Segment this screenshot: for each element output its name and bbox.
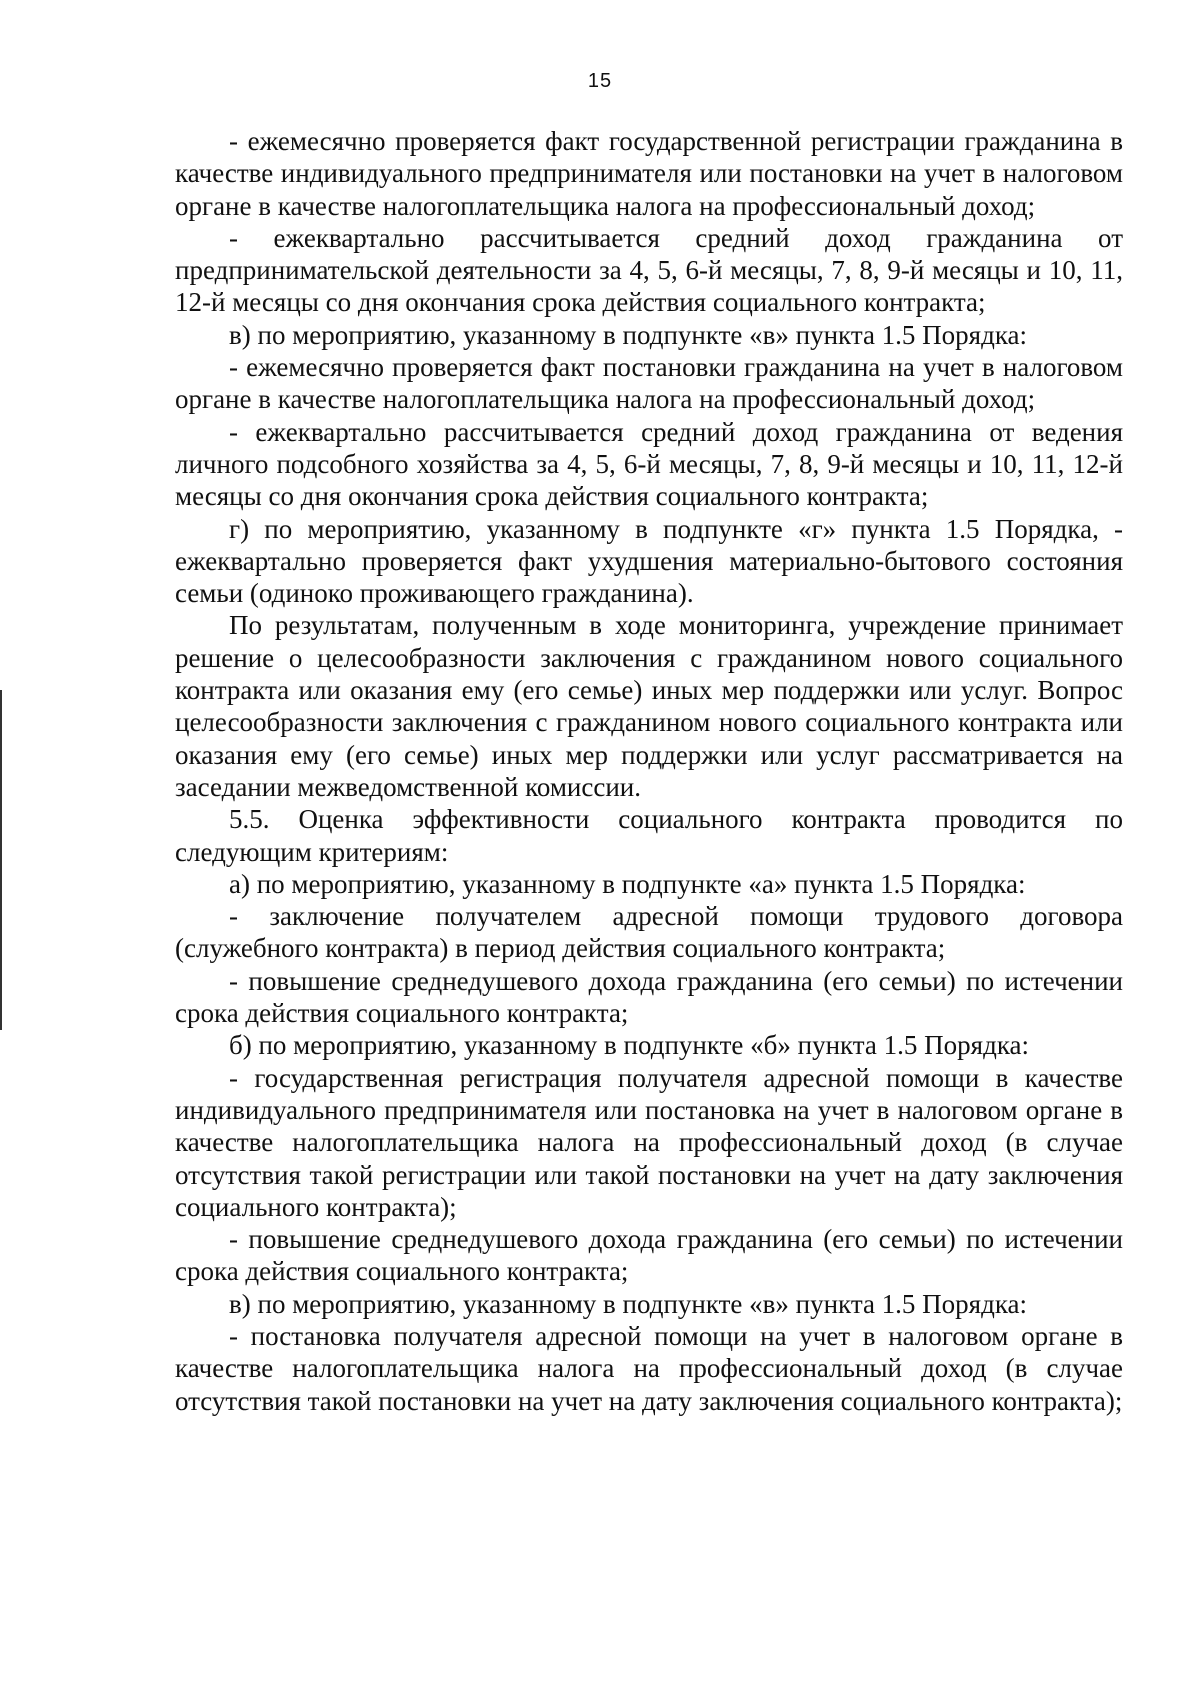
paragraph: в) по мероприятию, указанному в подпункте «в» пункта 1.5 Порядка:: [229, 1288, 1028, 1319]
paragraph: - повышение среднедушевого дохода гражданина (его семьи) по истечении срока действия социального контракта;: [175, 1224, 1123, 1287]
page-number: 15: [587, 70, 613, 92]
scan-edge-line: [0, 690, 2, 1030]
paragraph: а) по мероприятию, указанному в подпункте «а» пункта 1.5 Порядка:: [229, 868, 1026, 899]
document-body: [175, 125, 1123, 1417]
paragraph: б) по мероприятию, указанному в подпункте «б» пункта 1.5 Порядка:: [229, 1030, 1030, 1061]
paragraph: - постановка получателя адресной помощи на учет в налоговом органе в качестве налогоплательщика налога на профессиональный доход (в случае отсутствия такой постановки на учет на дату заключения социального контракта);: [175, 1320, 1123, 1416]
paragraph: - ежеквартально рассчитывается средний доход гражданина от ведения личного подсобного хозяйства за 4, 5, 6-й месяцы, 7, 8, 9-й месяцы и 10, 11, 12-й месяцы со дня окончания срока действия социального контракта;: [175, 416, 1123, 512]
paragraph: - государственная регистрация получателя адресной помощи в качестве индивидуального предпринимателя или постановка на учет в налоговом органе в качестве налогоплательщика налога на профессиональный доход (в случае отсутствия такой регистрации или такой постановки на учет на дату заключения социального контракта);: [175, 1062, 1123, 1222]
paragraph: - ежемесячно проверяется факт государственной регистрации гражданина в качестве индивидуального предпринимателя или постановки на учет в налоговом органе в качестве налогоплательщика налога на профессиональный доход;: [175, 126, 1123, 221]
paragraph: - заключение получателем адресной помощи трудового договора (служебного контракта) в период действия социального контракта;: [175, 901, 1123, 964]
paragraph: г) по мероприятию, указанному в подпункте «г» пункта 1.5 Порядка, - ежеквартально проверяется факт ухудшения материально-бытового состояния семьи (одиноко проживающего гражданина).: [175, 513, 1123, 609]
paragraph: в) по мероприятию, указанному в подпункте «в» пункта 1.5 Порядка:: [229, 319, 1028, 350]
paragraph: - ежемесячно проверяется факт постановки гражданина на учет в налоговом органе в качестве налогоплательщика налога на профессиональный доход;: [175, 352, 1123, 415]
paragraph: - ежеквартально рассчитывается средний доход гражданина от предпринимательской деятельности за 4, 5, 6-й месяцы, 7, 8, 9-й месяцы и 10, 11, 12-й месяцы со дня окончания срока действия социального контракта;: [175, 222, 1123, 318]
paragraph: По результатам, полученным в ходе мониторинга, учреждение принимает решение о целесообразности заключения с гражданином нового социального контракта или оказания ему (его семье) иных мер поддержки или услуг. Вопрос целесообразности заключения с гражданином нового социального контракта или оказания ему (его семье) иных мер поддержки или услуг рассматривается на заседании межведомственной комиссии.: [175, 610, 1123, 802]
paragraph: - повышение среднедушевого дохода гражданина (его семьи) по истечении срока действия социального контракта;: [175, 965, 1123, 1029]
paragraph: 5.5. Оценка эффективности социального контракта проводится по следующим критериям:: [175, 804, 1123, 867]
